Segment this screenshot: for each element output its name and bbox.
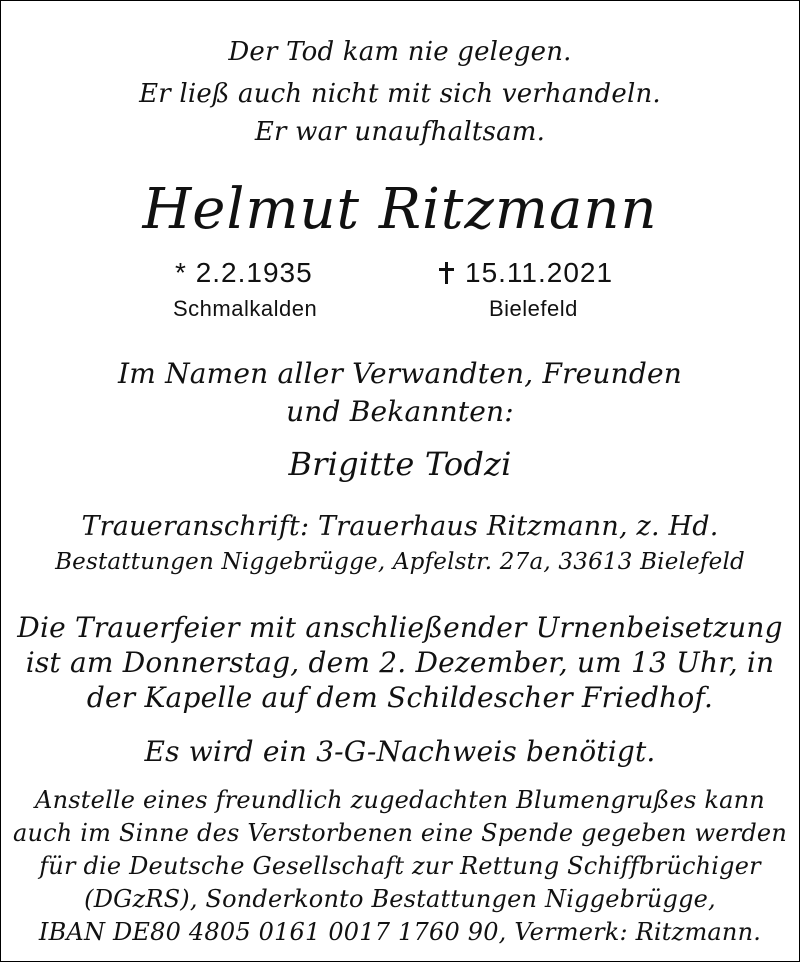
covid-notice: Es wird ein 3-G-Nachweis benötigt. [144,735,656,768]
death-date-value: 15.11.2021 [465,257,614,288]
birth-symbol: * [175,257,187,288]
ceremony-line-2: ist am Donnerstag, dem 2. Dezember, um 13 Uhr, in [25,646,775,679]
cross-icon [439,262,455,284]
address-line-2: Bestattungen Niggebrügge, Apfelstr. 27a, 33613 Bielefeld [55,549,745,575]
motto-line-1: Der Tod kam nie gelegen. [228,37,572,67]
death-date [439,257,613,289]
address-line-1: Traueranschrift: Trauerhaus Ritzmann, z. Hd. [81,511,719,542]
ceremony-line-1: Die Trauerfeier mit anschließender Urnenbeisetzung [17,611,783,644]
ceremony-line-3: der Kapelle auf dem Schildescher Friedhof. [86,681,714,714]
donation-line-5: IBAN DE80 4805 0161 0017 1760 90, Vermerk: Ritzmann. [38,918,762,946]
deceased-name: Helmut Ritzmann [142,177,658,242]
birth-date [175,257,313,289]
death-place: Bielefeld [489,296,578,321]
on-behalf-line-1: Im Namen aller Verwandten, Freunden [117,357,683,390]
birth-place: Schmalkalden [173,296,318,321]
donation-line-4: (DGzRS), Sonderkonto Bestattungen Niggebrügge, [84,885,716,913]
donation-line-3: für die Deutsche Gesellschaft zur Rettung Schiffbrüchiger [39,852,761,880]
donation-line-2: auch im Sinne des Verstorbenen eine Spende gegeben werden [13,819,787,847]
motto-line-2: Er ließ auch nicht mit sich verhandeln. [139,79,661,109]
signer-name: Brigitte Todzi [288,445,512,483]
birth-date-value: 2.2.1935 [195,257,313,288]
on-behalf-line-2: und Bekannten: [286,395,514,428]
motto-line-3: Er war unaufhaltsam. [254,117,546,147]
donation-line-1: Anstelle eines freundlich zugedachten Blumengrußes kann [35,786,765,814]
